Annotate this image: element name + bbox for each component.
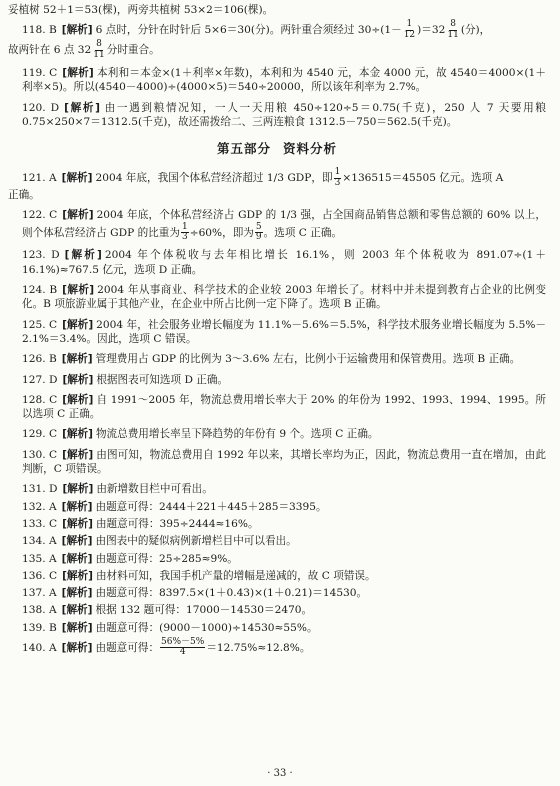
analysis-tag: [解析] (61, 500, 93, 513)
answer-119 (8, 66, 546, 95)
answer-text: 。选项 C 正确。 (263, 226, 343, 239)
answer-text: 由图表中的疑似病例新增栏目中可以看出。 (95, 535, 297, 548)
answer-120 (8, 101, 546, 130)
answer-number: 128. C (22, 393, 58, 406)
section-name: 资料分析 (283, 141, 338, 157)
answer-132 (8, 500, 546, 514)
analysis-tag: [解析] (61, 535, 93, 548)
answer-122 (8, 208, 546, 242)
page-number: · 33 · (267, 767, 293, 779)
answer-text: 由题意可得：8397.5×(1＋0.43)×(1＋0.21)＝14530。 (95, 587, 368, 600)
fraction (403, 20, 416, 40)
denominator: 11 (447, 29, 459, 40)
answer-text: 由材料可知，我国手机产量的增幅是递减的，故 C 项错误。 (95, 569, 376, 582)
denominator: 9 (255, 232, 262, 243)
answer-text: 2004 年底，我国个体私营经济超过 1/3 GDP，即 (95, 172, 333, 185)
fraction (181, 223, 189, 243)
answer-number: 119. C (22, 67, 58, 80)
analysis-tag: [解析] (64, 249, 102, 262)
answer-text: 由题意可得：2444＋221＋445＋285＝3395。 (95, 500, 327, 513)
fraction (255, 223, 263, 243)
answer-number: 138. A (22, 604, 57, 617)
answer-number: 127. D (22, 373, 58, 386)
analysis-tag: [解析] (61, 604, 93, 617)
answer-124 (8, 283, 546, 312)
answer-138 (8, 603, 546, 617)
answer-text: 由一遇到粮情况知，一人一天用粮 450÷120÷5＝0.75(千克)，250 人 7 天要用粮 0.75×250×7＝1312.5(千克)，故还需拨给二、三两连粮食 1312.5－750＝562.5(千克)。 (22, 101, 547, 128)
answer-text: 正确。 (8, 188, 40, 201)
analysis-tag: [解析] (62, 393, 94, 406)
answer-130 (8, 448, 546, 477)
answer-number: 129. C (22, 428, 58, 441)
answer-number: 121. A (22, 172, 57, 185)
answer-118 (8, 20, 546, 60)
analysis-tag: [解析] (62, 569, 93, 582)
answer-text: 6 点时，分针在时针后 5×6＝30(分)。两针重合须经过 30÷(1－ (95, 24, 402, 37)
answer-134 (8, 534, 546, 548)
analysis-tag: [解析] (61, 552, 93, 565)
answer-text: 管理费用占 GDP 的比例为 3～3.6% 左右，比例小于运输费用和保管费用。选项 B 正确。 (95, 353, 521, 366)
section-part: 第五部分 (216, 141, 271, 157)
answer-text: 由题意可得： (95, 641, 160, 654)
answer-number: 120. D (22, 101, 60, 114)
analysis-tag: [解析] (62, 517, 93, 530)
analysis-tag: [解析] (62, 483, 94, 496)
answer-text: (分)， (460, 24, 491, 37)
denominator: 3 (181, 232, 188, 243)
answer-127 (8, 373, 546, 387)
answer-number: 130. C (22, 448, 58, 461)
answer-number: 125. C (22, 318, 58, 331)
continued-line (8, 3, 546, 17)
analysis-tag: [解析] (62, 428, 93, 441)
answer-125 (8, 318, 546, 347)
fraction (92, 40, 105, 60)
analysis-tag: [解析] (61, 353, 93, 366)
analysis-tag: [解析] (62, 373, 94, 386)
numerator: 8 (450, 19, 456, 30)
analysis-tag: [解析] (62, 67, 94, 80)
answer-text: 2004 年底，个体私营经济占 GDP 的 1/3 强，占全国商品销售总额和零售总额的 60% 以上，则个体私营经济占 GDP 的比重为 (22, 209, 546, 239)
numerator: 56%－5% (161, 636, 205, 647)
answer-text: 由题意可得：395÷2444≈16%。 (95, 517, 259, 530)
denominator: 12 (403, 29, 416, 40)
answer-text: 根据图表可知选项 D 正确。 (96, 373, 229, 386)
answer-123 (8, 248, 546, 277)
denominator: 4 (179, 647, 186, 658)
answer-129 (8, 427, 546, 441)
analysis-tag: [解析] (62, 448, 94, 461)
answer-text: ×136515＝45505 亿元。选项 A (342, 172, 504, 185)
answer-text: 2004 年，社会服务业增长幅度为 11.1%－5.6%＝5.5%，科学技术服务业增长幅度为 5.5%－2.1%＝3.4%。因此，选项 C 错误。 (22, 318, 546, 345)
numerator: 1 (181, 221, 188, 232)
analysis-tag: [解析] (61, 587, 93, 600)
answer-number: 135. A (22, 552, 57, 565)
answer-text: 故两针在 6 点 32 (8, 44, 92, 57)
analysis-tag: [解析] (62, 209, 94, 222)
answer-139 (8, 621, 546, 635)
answer-text: 由图可知，物流总费用自 1992 年以来，其增长率均为正，因此，物流总费用一直在增加，由此判断，C 项错误。 (22, 448, 547, 476)
answer-text: 2004 年从事商业、科学技术的企业较 2003 年增长了。材料中并未提到教育占企业的比例变化。B 项旅游业属于其他产业，在企业中所占比例一定下降了。选项 B 正确。 (22, 284, 546, 311)
fraction (446, 20, 459, 40)
answer-121 (8, 168, 546, 202)
answer-text: ÷60%，即为 (189, 226, 254, 239)
answer-number: 122. C (22, 209, 58, 222)
section-title (8, 141, 546, 158)
answer-text: ＝12.75%≈12.8%。 (206, 641, 311, 654)
analysis-tag: [解析] (61, 641, 93, 654)
numerator: 5 (255, 221, 262, 232)
answer-number: 123. D (22, 249, 60, 262)
analysis-tag: [解析] (64, 101, 100, 114)
numerator: 8 (96, 39, 102, 50)
numerator: 1 (406, 19, 413, 30)
continued-text: 妥植树 52＋1＝53(棵)，两旁共植树 53×2＝106(棵)。 (8, 4, 274, 16)
answer-number: 132. A (22, 500, 57, 513)
answer-136 (8, 569, 546, 583)
denominator: 11 (93, 49, 105, 60)
answer-number: 133. C (22, 517, 58, 530)
answer-text: 2004 年个体税收与去年相比增长 16.1%，则 2003 年个体税收为 891.07÷(1＋16.1%)≈767.5 亿元，选项 D 正确。 (22, 249, 546, 276)
answer-number: 136. C (22, 569, 58, 582)
analysis-tag: [解析] (62, 284, 95, 297)
answer-number: 139. B (22, 621, 57, 634)
answer-text: 由题意可得：25÷285≈9%。 (95, 552, 238, 565)
answer-text: 物流总费用增长率呈下降趋势的年份有 9 个。选项 C 正确。 (95, 428, 379, 441)
answer-number: 140. A (22, 641, 57, 654)
answer-number: 124. B (22, 284, 58, 297)
answer-number: 137. A (22, 587, 57, 600)
answer-text: 本利和＝本金×(1＋利率×年数)，本利和为 4540 元，本金 4000 元，故 4540＝4000×(1＋利率×5)。所以(4540－4000)÷(4000×5)＝540÷20000，所以该年利率为 2.7%。 (22, 67, 547, 94)
answer-126 (8, 352, 546, 366)
answer-135 (8, 552, 546, 566)
answer-number: 134. A (22, 535, 57, 548)
answer-number: 118. B (22, 24, 57, 37)
analysis-tag: [解析] (61, 172, 93, 185)
answer-text: 自 1991～2005 年，物流总费用增长率大于 20% 的年份为 1992、1993、1994、1995。所以选项 C 正确。 (22, 393, 546, 421)
numerator: 1 (334, 167, 341, 178)
denominator: 3 (334, 177, 341, 188)
fraction (160, 638, 205, 658)
answer-number: 131. D (22, 483, 58, 496)
analysis-tag: [解析] (62, 318, 94, 331)
answer-text: 根据 132 题可得：17000－14530＝2470。 (95, 604, 313, 617)
answer-text: 由题意可得：(9000－1000)÷14530≈55%。 (95, 621, 318, 634)
answer-text: 分时重合。 (106, 44, 160, 57)
answer-text: 由新增数目栏中可看出。 (96, 483, 213, 496)
answer-131 (8, 482, 546, 496)
fraction (334, 168, 342, 188)
answer-text: )＝32 (417, 24, 446, 37)
answer-133 (8, 517, 546, 531)
analysis-tag: [解析] (61, 24, 93, 37)
answer-number: 126. B (22, 353, 57, 366)
answer-140 (8, 638, 546, 658)
analysis-tag: [解析] (61, 621, 93, 634)
answer-128 (8, 393, 546, 422)
answer-137 (8, 586, 546, 600)
